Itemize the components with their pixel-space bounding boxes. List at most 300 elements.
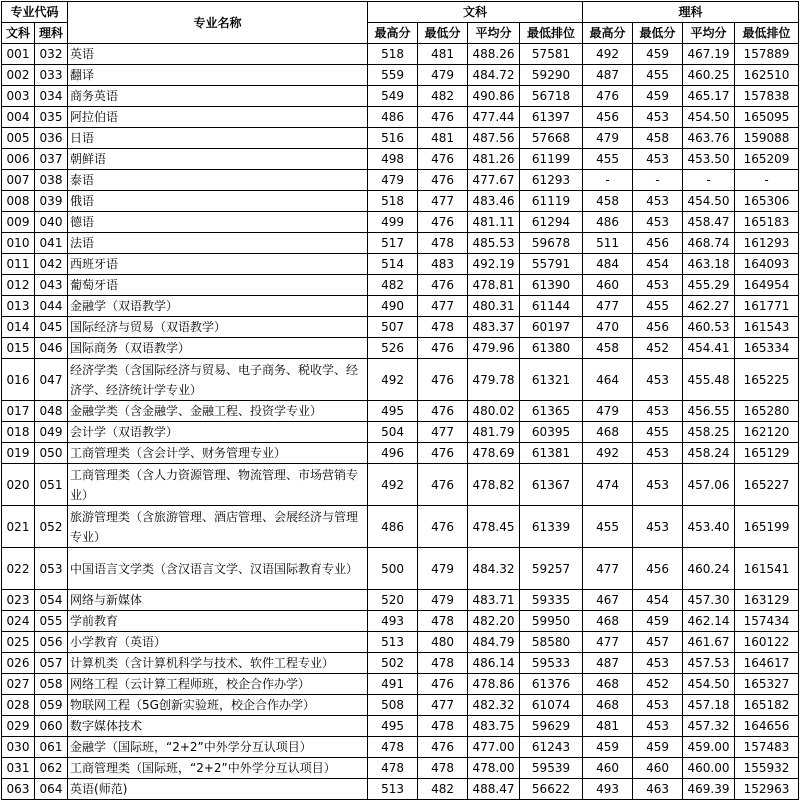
cell-wenke-code: 003: [2, 86, 35, 107]
cell-wenke-max: 498: [368, 149, 418, 170]
cell-like-max: 458: [583, 338, 633, 359]
cell-like-max: 487: [583, 653, 633, 674]
cell-wenke-avg: 483.71: [468, 590, 520, 611]
table-header: [2, 2, 799, 44]
cell-like-max: 479: [583, 128, 633, 149]
cell-wenke-max: 518: [368, 191, 418, 212]
cell-wenke-rank: 59539: [520, 758, 583, 779]
cell-wenke-avg: 481.11: [468, 212, 520, 233]
table-row: [2, 464, 799, 506]
cell-like-max: 460: [583, 758, 633, 779]
cell-wenke-code: 006: [2, 149, 35, 170]
cell-major-name: 计算机类（含计算机科学与技术、软件工程专业）: [68, 653, 368, 674]
cell-like-min: 454: [633, 590, 683, 611]
cell-like-min: 453: [633, 401, 683, 422]
cell-wenke-avg: 481.26: [468, 149, 520, 170]
cell-wenke-min: 481: [418, 128, 468, 149]
cell-like-code: 037: [35, 149, 68, 170]
cell-major-name: 泰语: [68, 170, 368, 191]
cell-like-avg: 453.40: [683, 506, 735, 548]
cell-wenke-max: 513: [368, 779, 418, 800]
header-like-avg: 平均分: [683, 23, 735, 44]
table-row: [2, 590, 799, 611]
cell-like-avg: 457.32: [683, 716, 735, 737]
cell-wenke-max: 478: [368, 737, 418, 758]
cell-wenke-avg: 483.75: [468, 716, 520, 737]
cell-like-min: 460: [633, 758, 683, 779]
cell-like-code: 064: [35, 779, 68, 800]
cell-like-avg: 457.18: [683, 695, 735, 716]
cell-like-avg: 465.17: [683, 86, 735, 107]
cell-like-min: 459: [633, 44, 683, 65]
cell-like-avg: -: [683, 170, 735, 191]
cell-like-avg: 460.24: [683, 548, 735, 590]
cell-wenke-rank: 61243: [520, 737, 583, 758]
admission-score-table: [1, 1, 799, 800]
cell-like-max: 468: [583, 611, 633, 632]
cell-wenke-max: 518: [368, 44, 418, 65]
cell-wenke-avg: 482.20: [468, 611, 520, 632]
table-row: [2, 86, 799, 107]
cell-wenke-code: 015: [2, 338, 35, 359]
cell-wenke-avg: 484.32: [468, 548, 520, 590]
cell-wenke-avg: 482.32: [468, 695, 520, 716]
cell-wenke-code: 023: [2, 590, 35, 611]
cell-like-min: 453: [633, 443, 683, 464]
cell-wenke-code: 031: [2, 758, 35, 779]
cell-like-max: 479: [583, 401, 633, 422]
cell-wenke-min: 478: [418, 716, 468, 737]
cell-like-rank: 157889: [735, 44, 799, 65]
cell-like-min: 463: [633, 779, 683, 800]
cell-wenke-rank: 61321: [520, 359, 583, 401]
cell-like-rank: 155932: [735, 758, 799, 779]
cell-like-rank: 165129: [735, 443, 799, 464]
cell-like-code: 049: [35, 422, 68, 443]
cell-like-code: 050: [35, 443, 68, 464]
cell-major-name: 工商管理类（国际班，“2+2”中外学分互认项目）: [68, 758, 368, 779]
cell-like-code: 053: [35, 548, 68, 590]
cell-like-code: 058: [35, 674, 68, 695]
cell-like-code: 046: [35, 338, 68, 359]
cell-like-code: 057: [35, 653, 68, 674]
cell-like-min: 456: [633, 548, 683, 590]
cell-wenke-rank: 61074: [520, 695, 583, 716]
cell-wenke-avg: 479.96: [468, 338, 520, 359]
cell-major-name: 英语(师范): [68, 779, 368, 800]
cell-like-min: 455: [633, 65, 683, 86]
cell-wenke-code: 013: [2, 296, 35, 317]
cell-wenke-rank: 56622: [520, 779, 583, 800]
cell-like-max: 468: [583, 674, 633, 695]
cell-wenke-code: 030: [2, 737, 35, 758]
cell-wenke-code: 008: [2, 191, 35, 212]
cell-major-name: 俄语: [68, 191, 368, 212]
cell-wenke-max: 493: [368, 611, 418, 632]
cell-wenke-max: 492: [368, 464, 418, 506]
cell-like-avg: 460.53: [683, 317, 735, 338]
cell-like-code: 051: [35, 464, 68, 506]
header-like: 理科: [583, 2, 799, 23]
cell-like-min: 459: [633, 737, 683, 758]
cell-like-max: 481: [583, 716, 633, 737]
cell-major-name: 商务英语: [68, 86, 368, 107]
cell-like-min: 453: [633, 716, 683, 737]
cell-wenke-code: 012: [2, 275, 35, 296]
cell-wenke-max: 517: [368, 233, 418, 254]
cell-wenke-min: 479: [418, 65, 468, 86]
table-row: [2, 149, 799, 170]
cell-like-code: 034: [35, 86, 68, 107]
cell-like-rank: 164656: [735, 716, 799, 737]
table-row: [2, 107, 799, 128]
cell-like-rank: 160122: [735, 632, 799, 653]
cell-wenke-code: 016: [2, 359, 35, 401]
cell-wenke-max: 496: [368, 443, 418, 464]
cell-wenke-max: 504: [368, 422, 418, 443]
cell-wenke-max: 513: [368, 632, 418, 653]
cell-wenke-max: 514: [368, 254, 418, 275]
cell-like-rank: 163129: [735, 590, 799, 611]
header-major-name: 专业名称: [68, 2, 368, 44]
cell-like-max: 460: [583, 275, 633, 296]
header-wenke-min: 最低分: [418, 23, 468, 44]
table-row: [2, 737, 799, 758]
cell-wenke-avg: 490.86: [468, 86, 520, 107]
cell-major-name: 旅游管理类（含旅游管理、酒店管理、会展经济与管理专业）: [68, 506, 368, 548]
cell-wenke-avg: 477.67: [468, 170, 520, 191]
header-wenke-code: 文科: [2, 23, 35, 44]
table-row: [2, 296, 799, 317]
cell-wenke-rank: 61380: [520, 338, 583, 359]
cell-wenke-rank: 60395: [520, 422, 583, 443]
cell-major-name: 工商管理类（含会计学、财务管理专业）: [68, 443, 368, 464]
cell-wenke-min: 479: [418, 548, 468, 590]
cell-wenke-min: 476: [418, 275, 468, 296]
cell-wenke-rank: 55791: [520, 254, 583, 275]
cell-major-name: 学前教育: [68, 611, 368, 632]
cell-wenke-rank: 61367: [520, 464, 583, 506]
cell-wenke-rank: 61339: [520, 506, 583, 548]
table-row: [2, 653, 799, 674]
cell-wenke-max: 492: [368, 359, 418, 401]
cell-like-max: 468: [583, 695, 633, 716]
cell-wenke-rank: 59335: [520, 590, 583, 611]
cell-like-rank: -: [735, 170, 799, 191]
cell-major-name: 会计学（双语教学）: [68, 422, 368, 443]
table-row: [2, 779, 799, 800]
cell-like-min: 458: [633, 128, 683, 149]
cell-like-rank: 159088: [735, 128, 799, 149]
cell-wenke-rank: 59950: [520, 611, 583, 632]
cell-wenke-min: 476: [418, 674, 468, 695]
cell-like-max: 458: [583, 191, 633, 212]
cell-wenke-avg: 478.69: [468, 443, 520, 464]
cell-like-code: 060: [35, 716, 68, 737]
cell-wenke-avg: 484.72: [468, 65, 520, 86]
cell-wenke-rank: 59290: [520, 65, 583, 86]
cell-wenke-rank: 59533: [520, 653, 583, 674]
cell-wenke-code: 004: [2, 107, 35, 128]
cell-like-max: 455: [583, 149, 633, 170]
cell-like-code: 054: [35, 590, 68, 611]
cell-like-max: 455: [583, 506, 633, 548]
cell-wenke-max: 490: [368, 296, 418, 317]
cell-wenke-code: 014: [2, 317, 35, 338]
cell-wenke-code: 018: [2, 422, 35, 443]
cell-major-name: 日语: [68, 128, 368, 149]
cell-like-rank: 165327: [735, 674, 799, 695]
cell-like-rank: 152963: [735, 779, 799, 800]
cell-wenke-avg: 477.00: [468, 737, 520, 758]
cell-wenke-min: 478: [418, 317, 468, 338]
cell-wenke-rank: 57581: [520, 44, 583, 65]
table-row: [2, 443, 799, 464]
cell-wenke-min: 476: [418, 107, 468, 128]
cell-like-rank: 165280: [735, 401, 799, 422]
cell-like-rank: 157434: [735, 611, 799, 632]
table-row: [2, 506, 799, 548]
cell-wenke-min: 476: [418, 170, 468, 191]
cell-like-min: 455: [633, 422, 683, 443]
cell-like-avg: 460.25: [683, 65, 735, 86]
cell-wenke-min: 476: [418, 401, 468, 422]
cell-wenke-min: 476: [418, 359, 468, 401]
cell-like-rank: 157483: [735, 737, 799, 758]
cell-wenke-min: 476: [418, 506, 468, 548]
cell-like-avg: 469.39: [683, 779, 735, 800]
table-row: [2, 317, 799, 338]
cell-like-min: 453: [633, 506, 683, 548]
header-wenke: 文科: [368, 2, 583, 23]
cell-like-max: 486: [583, 212, 633, 233]
table-row: [2, 65, 799, 86]
table-row: [2, 611, 799, 632]
cell-like-max: 470: [583, 317, 633, 338]
cell-wenke-rank: 61390: [520, 275, 583, 296]
cell-like-max: 474: [583, 464, 633, 506]
cell-like-avg: 459.00: [683, 737, 735, 758]
cell-like-code: 044: [35, 296, 68, 317]
cell-like-avg: 457.06: [683, 464, 735, 506]
cell-like-min: 456: [633, 233, 683, 254]
cell-like-code: 047: [35, 359, 68, 401]
cell-wenke-max: 499: [368, 212, 418, 233]
table-row: [2, 233, 799, 254]
cell-wenke-avg: 488.26: [468, 44, 520, 65]
cell-wenke-avg: 478.81: [468, 275, 520, 296]
cell-like-min: 453: [633, 149, 683, 170]
cell-wenke-min: 478: [418, 233, 468, 254]
cell-wenke-code: 020: [2, 464, 35, 506]
cell-wenke-min: 476: [418, 149, 468, 170]
cell-wenke-avg: 481.79: [468, 422, 520, 443]
cell-wenke-avg: 485.53: [468, 233, 520, 254]
cell-like-code: 059: [35, 695, 68, 716]
cell-like-min: 453: [633, 464, 683, 506]
cell-major-name: 国际经济与贸易（双语教学）: [68, 317, 368, 338]
cell-like-min: 453: [633, 653, 683, 674]
cell-like-code: 040: [35, 212, 68, 233]
cell-like-avg: 468.74: [683, 233, 735, 254]
cell-like-avg: 463.18: [683, 254, 735, 275]
cell-like-avg: 463.76: [683, 128, 735, 149]
cell-like-max: 493: [583, 779, 633, 800]
header-like-min: 最低分: [633, 23, 683, 44]
cell-like-min: 454: [633, 254, 683, 275]
cell-wenke-code: 028: [2, 695, 35, 716]
cell-wenke-max: 526: [368, 338, 418, 359]
cell-like-min: 453: [633, 359, 683, 401]
cell-wenke-min: 476: [418, 443, 468, 464]
cell-wenke-rank: 61365: [520, 401, 583, 422]
cell-wenke-avg: 479.78: [468, 359, 520, 401]
cell-wenke-rank: 60197: [520, 317, 583, 338]
cell-like-avg: 467.19: [683, 44, 735, 65]
cell-wenke-max: 486: [368, 107, 418, 128]
cell-wenke-avg: 484.79: [468, 632, 520, 653]
cell-like-code: 035: [35, 107, 68, 128]
cell-like-max: 511: [583, 233, 633, 254]
cell-like-max: 487: [583, 65, 633, 86]
cell-like-avg: 458.24: [683, 443, 735, 464]
cell-like-max: 456: [583, 107, 633, 128]
cell-wenke-code: 005: [2, 128, 35, 149]
cell-like-rank: 165182: [735, 695, 799, 716]
cell-like-rank: 165209: [735, 149, 799, 170]
cell-like-rank: 164617: [735, 653, 799, 674]
cell-wenke-code: 024: [2, 611, 35, 632]
cell-wenke-code: 007: [2, 170, 35, 191]
table-row: [2, 758, 799, 779]
table-body: [2, 44, 799, 800]
cell-wenke-rank: 59257: [520, 548, 583, 590]
cell-major-name: 法语: [68, 233, 368, 254]
cell-wenke-avg: 478.86: [468, 674, 520, 695]
cell-major-name: 金融学（国际班，“2+2”中外学分互认项目）: [68, 737, 368, 758]
cell-like-max: -: [583, 170, 633, 191]
cell-wenke-avg: 488.47: [468, 779, 520, 800]
cell-wenke-avg: 483.37: [468, 317, 520, 338]
table-row: [2, 170, 799, 191]
cell-wenke-code: 029: [2, 716, 35, 737]
cell-wenke-min: 479: [418, 590, 468, 611]
cell-major-name: 西班牙语: [68, 254, 368, 275]
cell-wenke-rank: 61144: [520, 296, 583, 317]
cell-wenke-rank: 61376: [520, 674, 583, 695]
cell-major-name: 中国语言文学类（含汉语言文学、汉语国际教育专业）: [68, 548, 368, 590]
cell-like-max: 492: [583, 443, 633, 464]
cell-wenke-rank: 61293: [520, 170, 583, 191]
cell-wenke-max: 520: [368, 590, 418, 611]
cell-major-name: 德语: [68, 212, 368, 233]
cell-like-avg: 454.50: [683, 191, 735, 212]
cell-like-rank: 165306: [735, 191, 799, 212]
cell-wenke-avg: 478.00: [468, 758, 520, 779]
cell-wenke-avg: 492.19: [468, 254, 520, 275]
cell-like-avg: 454.50: [683, 107, 735, 128]
cell-wenke-max: 491: [368, 674, 418, 695]
cell-like-rank: 164093: [735, 254, 799, 275]
cell-wenke-max: 502: [368, 653, 418, 674]
cell-like-code: 038: [35, 170, 68, 191]
cell-like-code: 032: [35, 44, 68, 65]
cell-like-code: 048: [35, 401, 68, 422]
cell-like-min: 453: [633, 212, 683, 233]
cell-wenke-rank: 56718: [520, 86, 583, 107]
cell-like-avg: 460.00: [683, 758, 735, 779]
cell-major-name: 葡萄牙语: [68, 275, 368, 296]
cell-like-min: 453: [633, 107, 683, 128]
cell-like-code: 042: [35, 254, 68, 275]
cell-wenke-max: 549: [368, 86, 418, 107]
cell-wenke-avg: 478.82: [468, 464, 520, 506]
cell-like-min: 457: [633, 632, 683, 653]
cell-wenke-min: 478: [418, 653, 468, 674]
cell-like-rank: 161541: [735, 548, 799, 590]
cell-like-rank: 165227: [735, 464, 799, 506]
cell-like-avg: 461.67: [683, 632, 735, 653]
cell-like-max: 459: [583, 737, 633, 758]
cell-like-code: 052: [35, 506, 68, 548]
cell-like-code: 043: [35, 275, 68, 296]
cell-major-name: 物联网工程（5G创新实验班，校企合作办学）: [68, 695, 368, 716]
cell-wenke-code: 063: [2, 779, 35, 800]
table-row: [2, 422, 799, 443]
cell-like-max: 477: [583, 296, 633, 317]
cell-like-avg: 457.30: [683, 590, 735, 611]
cell-wenke-avg: 478.45: [468, 506, 520, 548]
cell-wenke-max: 482: [368, 275, 418, 296]
cell-like-max: 467: [583, 590, 633, 611]
table-row: [2, 632, 799, 653]
cell-like-code: 041: [35, 233, 68, 254]
cell-like-code: 061: [35, 737, 68, 758]
cell-like-avg: 453.50: [683, 149, 735, 170]
cell-wenke-rank: 61397: [520, 107, 583, 128]
cell-wenke-rank: 61119: [520, 191, 583, 212]
header-major-code: 专业代码: [2, 2, 68, 23]
cell-wenke-code: 002: [2, 65, 35, 86]
cell-wenke-min: 483: [418, 254, 468, 275]
cell-wenke-min: 476: [418, 338, 468, 359]
cell-wenke-code: 027: [2, 674, 35, 695]
cell-wenke-min: 482: [418, 86, 468, 107]
cell-wenke-code: 010: [2, 233, 35, 254]
cell-wenke-rank: 61199: [520, 149, 583, 170]
cell-major-name: 金融学（双语教学）: [68, 296, 368, 317]
cell-wenke-min: 480: [418, 632, 468, 653]
header-like-code: 理科: [35, 23, 68, 44]
cell-major-name: 经济学类（含国际经济与贸易、电子商务、税收学、经济学、经济统计学专业）: [68, 359, 368, 401]
cell-like-max: 464: [583, 359, 633, 401]
cell-wenke-max: 500: [368, 548, 418, 590]
table-row: [2, 716, 799, 737]
cell-wenke-code: 021: [2, 506, 35, 548]
cell-major-name: 工商管理类（含人力资源管理、物流管理、市场营销专业）: [68, 464, 368, 506]
cell-like-avg: 455.48: [683, 359, 735, 401]
cell-like-code: 033: [35, 65, 68, 86]
cell-wenke-max: 559: [368, 65, 418, 86]
cell-wenke-code: 011: [2, 254, 35, 275]
cell-like-rank: 165095: [735, 107, 799, 128]
table-row: [2, 275, 799, 296]
cell-wenke-avg: 487.56: [468, 128, 520, 149]
cell-wenke-max: 508: [368, 695, 418, 716]
cell-major-name: 小学教育（英语）: [68, 632, 368, 653]
cell-like-avg: 462.14: [683, 611, 735, 632]
cell-wenke-rank: 59629: [520, 716, 583, 737]
